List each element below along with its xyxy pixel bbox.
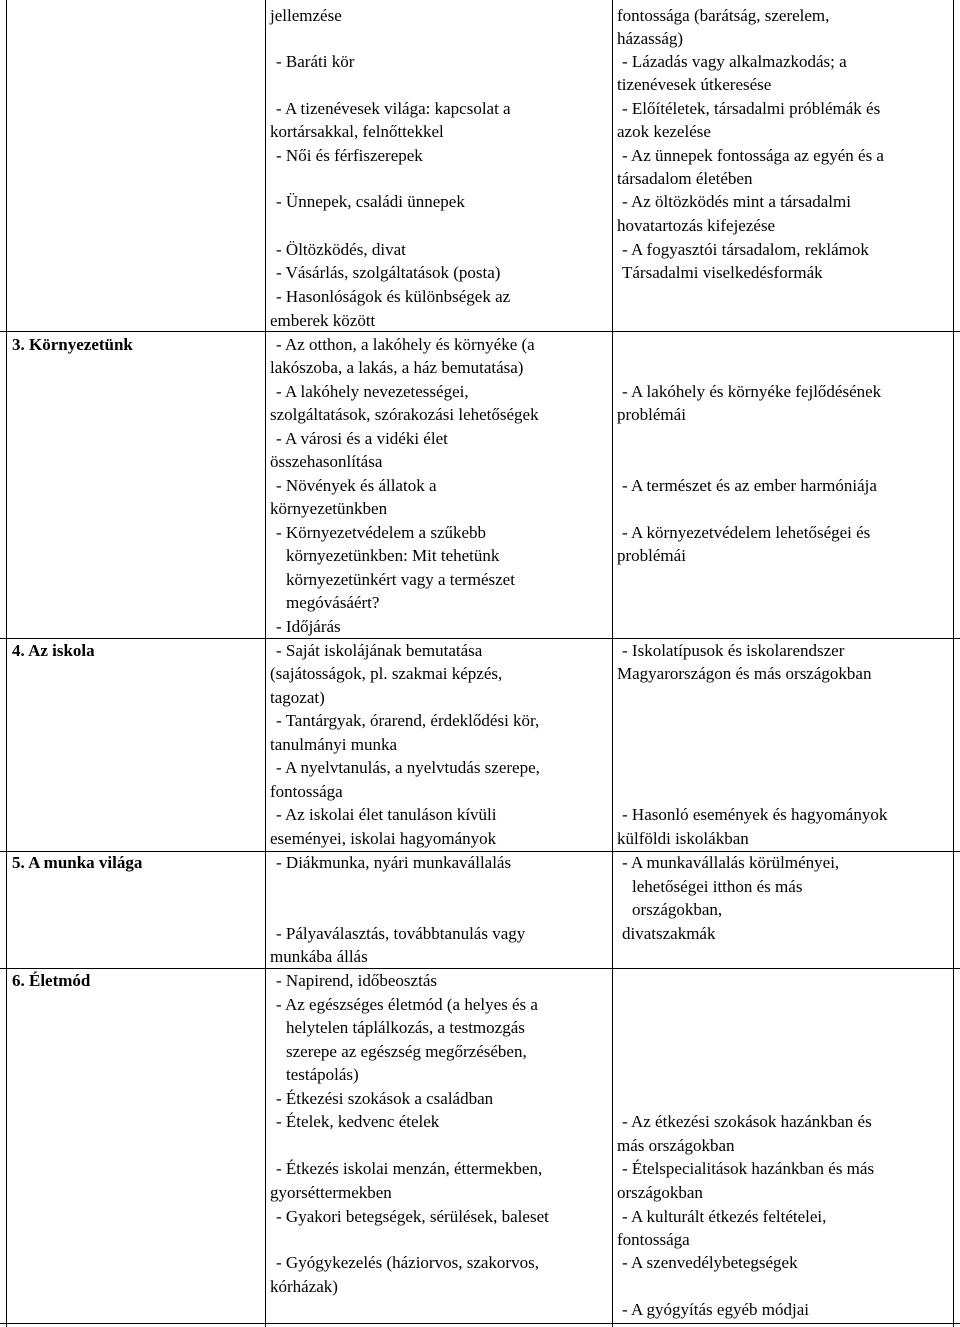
advanced-topic-line: - A fogyasztói társadalom, reklámok [622,240,869,259]
advanced-topic-line: lehetőségei itthon és más [632,877,803,896]
advanced-topic-line: azok kezelése [617,122,711,141]
topic-detail-line: helytelen táplálkozás, a testmozgás [286,1018,525,1037]
advanced-topic-line: országokban [617,1183,703,1202]
topic-detail-line: - Hasonlóságok és különbségek az [276,287,511,306]
topic-detail-line: szerepe az egészség megőrzésében, [286,1042,527,1061]
topic-detail-line: tanulmányi munka [270,735,398,754]
row-divider [0,851,960,852]
topic-detail-line: - Az iskolai élet tanuláson kívüli [276,805,497,824]
topic-detail-line: gyorséttermekben [270,1183,392,1202]
topic-detail-line: (sajátosságok, pl. szakmai képzés, [270,664,503,683]
advanced-topic-line: - Iskolatípusok és iskolarendszer [622,641,845,660]
topic-title: 4. Az iskola [12,641,95,660]
advanced-topic-line: más országokban [617,1136,735,1155]
advanced-topic-line: - Ételspecialitások hazánkban és más [622,1159,875,1178]
topic-detail-line: - Gyakori betegségek, sérülések, baleset [276,1207,549,1226]
advanced-topic-line: - A természet és az ember harmóniája [622,476,877,495]
advanced-topic-line: problémái [617,546,686,565]
topic-title: 5. A munka világa [12,853,143,872]
topic-title: 6. Életmód [12,971,91,990]
topic-detail-line: szolgáltatások, szórakozási lehetőségek [270,405,539,424]
advanced-topic-line: házasság) [617,29,684,48]
table-border-bottom [0,1323,960,1324]
topic-detail-line: - Napirend, időbeosztás [276,971,437,990]
advanced-topic-line: Társadalmi viselkedésformák [622,263,823,282]
topic-detail-line: testápolás) [286,1065,359,1084]
topic-detail-line: - Ünnepek, családi ünnepek [276,192,465,211]
row-divider [0,968,960,969]
topic-detail-line: - A nyelvtanulás, a nyelvtudás szerepe, [276,758,540,777]
topic-detail-line: - A lakóhely nevezetességei, [276,382,469,401]
topic-detail-line: - Baráti kör [276,52,355,71]
topic-detail-line: - Az egészséges életmód (a helyes és a [276,995,538,1014]
advanced-topic-line: divatszakmák [622,924,716,943]
advanced-topic-line: - Lázadás vagy alkalmazkodás; a [622,52,847,71]
advanced-topic-line: problémái [617,405,686,424]
advanced-topic-line: Magyarországon és más országokban [617,664,872,683]
advanced-topic-line: fontossága [617,1230,690,1249]
topic-detail-line: környezetünkben: Mit tehetünk [286,546,500,565]
topic-detail-line: - Növények és állatok a [276,476,437,495]
advanced-topic-line: - A kulturált étkezés feltételei, [622,1207,827,1226]
topic-detail-line: - Gyógykezelés (háziorvos, szakorvos, [276,1253,539,1272]
topic-detail-line: - Vásárlás, szolgáltatások (posta) [276,263,501,282]
topic-detail-line: - Étkezés iskolai menzán, éttermekben, [276,1159,543,1178]
advanced-topic-line: külföldi iskolákban [617,829,749,848]
topic-detail-line: - Diákmunka, nyári munkavállalás [276,853,512,872]
table-border-left [6,0,7,1327]
topic-detail-line: munkába állás [270,947,368,966]
advanced-topic-line: - A gyógyítás egyéb módjai [622,1300,809,1319]
topic-detail-line: lakószoba, a lakás, a ház bemutatása) [270,358,524,377]
advanced-topic-line: - A lakóhely és környéke fejlődésének [622,382,882,401]
advanced-topic-line: - Hasonló események és hagyományok [622,805,888,824]
topic-detail-line: - Ételek, kedvenc ételek [276,1112,440,1131]
advanced-topic-line: - Az öltözködés mint a társadalmi [622,192,851,211]
topic-title: 3. Környezetünk [12,335,133,354]
row-divider [0,331,960,332]
advanced-topic-line: társadalom életében [617,169,753,188]
topic-detail-line: emberek között [270,311,376,330]
topic-detail-line: - Saját iskolájának bemutatása [276,641,483,660]
advanced-topic-line: - Az ünnepek fontossága az egyén és a [622,146,884,165]
topic-detail-line: - Időjárás [276,617,341,636]
topic-detail-line: kortársakkal, felnőttekkel [270,122,444,141]
topic-detail-line: összehasonlítása [270,452,383,471]
topic-detail-line: tagozat) [270,688,325,707]
table-border-right [953,0,954,1327]
topic-detail-line: fontossága [270,782,343,801]
topic-detail-line: - Tantárgyak, órarend, érdeklődési kör, [276,711,540,730]
row-divider [0,638,960,639]
advanced-topic-line: - A környezetvédelem lehetőségei és [622,523,871,542]
topic-detail-line: - Pályaválasztás, továbbtanulás vagy [276,924,526,943]
column-divider-1 [265,0,266,1327]
topic-detail-line: eseményei, iskolai hagyományok [270,829,497,848]
topic-detail-line: - Környezetvédelem a szűkebb [276,523,487,542]
advanced-topic-line: országokban, [632,900,723,919]
advanced-topic-line: - Az étkezési szokások hazánkban és [622,1112,872,1131]
column-divider-2 [612,0,613,1327]
topic-detail-line: jellemzése [270,6,342,25]
topic-detail-line: környezetünkért vagy a természet [286,570,515,589]
advanced-topic-line: fontossága (barátság, szerelem, [617,6,830,25]
advanced-topic-line: - A munkavállalás körülményei, [622,853,840,872]
advanced-topic-line: hovatartozás kifejezése [617,216,776,235]
topic-detail-line: - Az otthon, a lakóhely és környéke (a [276,335,535,354]
topic-detail-line: - A városi és a vidéki élet [276,429,448,448]
topic-detail-line: - Női és férfiszerepek [276,146,423,165]
topic-detail-line: - Étkezési szokások a családban [276,1089,494,1108]
topic-detail-line: - A tizenévesek világa: kapcsolat a [276,99,511,118]
topic-detail-line: kórházak) [270,1277,338,1296]
advanced-topic-line: - Előítéletek, társadalmi próblémák és [622,99,881,118]
topic-detail-line: megóvásáért? [286,593,380,612]
topic-detail-line: - Öltözködés, divat [276,240,406,259]
advanced-topic-line: - A szenvedélybetegségek [622,1253,798,1272]
topic-detail-line: környezetünkben [270,499,388,518]
advanced-topic-line: tizenévesek útkeresése [617,75,772,94]
